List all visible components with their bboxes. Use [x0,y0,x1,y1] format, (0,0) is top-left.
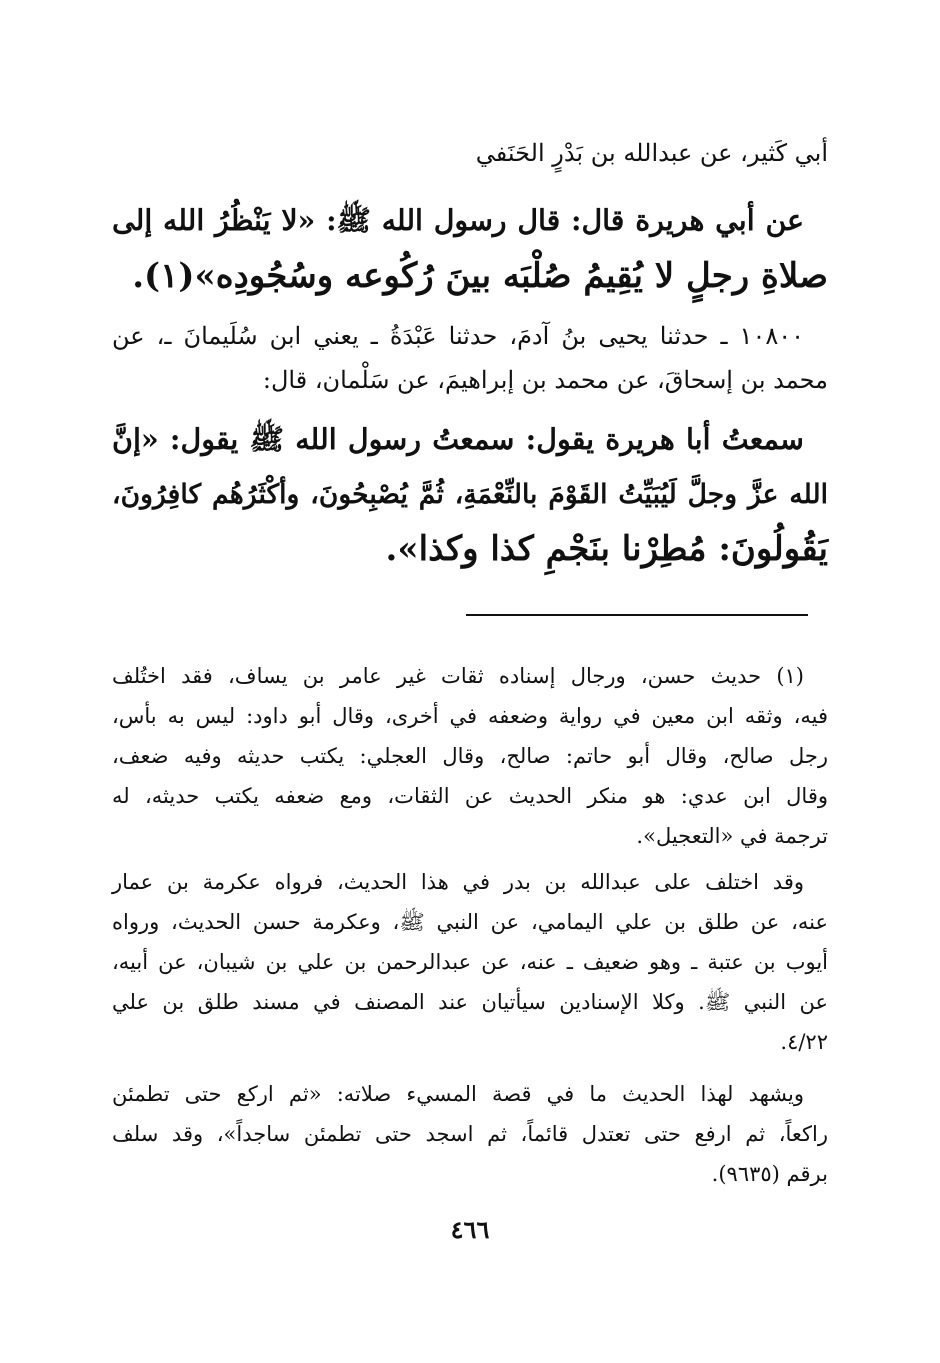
text-line: وقد اختلف على عبدالله بن بدر في هذا الحديث، فرواه عكرمة بن عمار [112,870,804,894]
text-line: سمعتُ أبا هريرة يقول: سمعتُ رسول الله ﷺ يقول: «إنَّ [112,422,804,456]
footnote-paragraph [112,656,828,856]
continued-isnad [112,130,828,176]
isnad-chain [112,314,828,402]
text-line: عنه، عن طلق بن علي اليمامي، عن النبي ﷺ، وعكرمة حسن الحديث، ورواه [112,910,828,934]
text-line: أيوب بن عتبة ـ وهو ضعيف ـ عنه، عن عبدالرحمن بن علي بن شيبان، عن أبيه، [112,950,828,974]
footnote-paragraph [112,862,828,1062]
footnote-separator [466,614,808,616]
footnote-paragraph [112,1074,828,1194]
text-line: برقم (٩٦٣٥). [711,1162,828,1186]
text-line: أبي كَثير، عن عبدالله بن بَدْرٍ الحَنَفي [475,139,828,167]
text-line: وقال ابن عدي: هو منكر الحديث عن الثقات، ومع ضعفه يكتب حديثه، له [112,784,828,808]
hadith-text [112,192,828,304]
text-line: ترجمة في «التعجيل». [636,824,828,848]
text-line: رجل صالح، وقال أبو حاتم: صالح، وقال العجلي: يكتب حديثه وفيه ضعف، [112,744,828,768]
text-line: الله عزَّ وجلَّ لَيُبَيِّتُ القَوْمَ بالنِّعْمَةِ، ثُمَّ يُصْبِحُونَ، وأكْثَرُهُم كافِرُونَ، [112,479,828,510]
text-line: راكعاً، ثم ارفع حتى تعتدل قائماً، ثم اسجد حتى تطمئن ساجداً»، وقد سلف [112,1122,828,1146]
text-line: عن النبي ﷺ. وكلا الإسنادين سيأتيان عند المصنف في مسند طلق بن علي [112,990,828,1014]
text-line: صلاةِ رجلٍ لا يُقِيمُ صُلْبَه بينَ رُكُوعه وسُجُودِه»(١). [132,256,828,296]
text-line: ١٠٨٠٠ ـ حدثنا يحيى بنُ آدمَ، حدثنا عَبْدَةُ ـ يعني ابن سُلَيمانَ ـ، عن [112,322,804,350]
text-line: يَقُولُونَ: مُطِرْنا بنَجْمِ كذا وكذا». [385,529,828,569]
text-line: عن أبي هريرة قال: قال رسول الله ﷺ: «لا يَنْظُرُ الله إلى [112,203,804,237]
text-line: محمد بن إسحاقَ، عن محمد بن إبراهيمَ، عن سَلْمان، قال: [262,366,828,394]
hadith-text [112,412,828,577]
text-line: (١) حديث حسن، ورجال إسناده ثقات غير عامر بن يساف، فقد اختُلف [112,664,804,688]
page-number: ٤٦٦ [450,1215,490,1244]
text-line: فيه، وثقه ابن معين في رواية وضعفه في أخرى، وقال أبو داود: ليس به بأس، [112,704,828,728]
text-line: ويشهد لهذا الحديث ما في قصة المسيء صلاته: «ثم اركع حتى تطمئن [112,1082,804,1106]
text-line: ٤/٢٢. [780,1030,828,1054]
